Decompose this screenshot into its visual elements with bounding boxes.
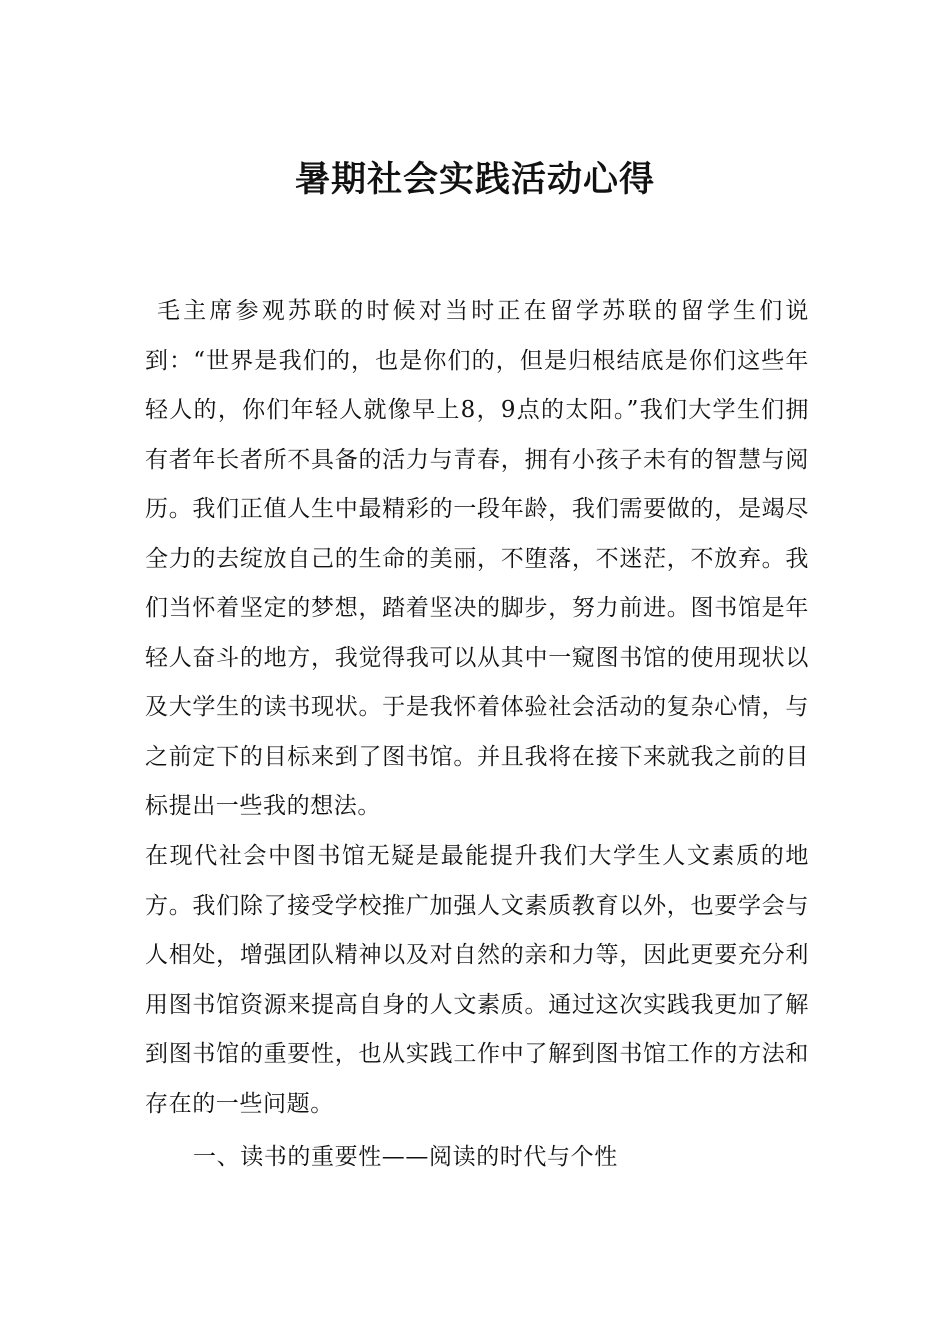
body-paragraph-2: 在现代社会中图书馆无疑是最能提升我们大学生人文素质的地方。我们除了接受学校推广加强人文素质教育以外，也要学会与人相处，增强团队精神以及对自然的亲和力等，因此更要充分利用图书馆资源来提高自身的人文素质。通过这次实践我更加了解到图书馆的重要性，也从实践工作中了解到图书馆工作的方法和存在的一些问题。 — [145, 843, 809, 1117]
section-heading-1: 一、读书的重要性——阅读的时代与个性 — [193, 1144, 618, 1170]
body-paragraph-1: 毛主席参观苏联的时候对当时正在留学苏联的留学生们说到：“世界是我们的，也是你们的，但是归根结底是你们这些年轻人的，你们年轻人就像早上8，9点的太阳。”我们大学生们拥有者年长者所不具备的活力与青春，拥有小孩子未有的智慧与阅历。我们正值人生中最精彩的一段年龄，我们需要做的，是竭尽全力的去绽放自己的生命的美丽，不堕落，不迷茫，不放弃。我们当怀着坚定的梦想，踏着坚决的脚步，努力前进。图书馆是年轻人奋斗的地方，我觉得我可以从其中一窥图书馆的使用现状以及大学生的读书现状。于是我怀着体验社会活动的复杂心情，与之前定下的目标来到了图书馆。并且我将在接下来就我之前的目标提出一些我的想法。 — [145, 298, 809, 819]
document-title: 暑期社会实践活动心得 — [294, 160, 655, 200]
